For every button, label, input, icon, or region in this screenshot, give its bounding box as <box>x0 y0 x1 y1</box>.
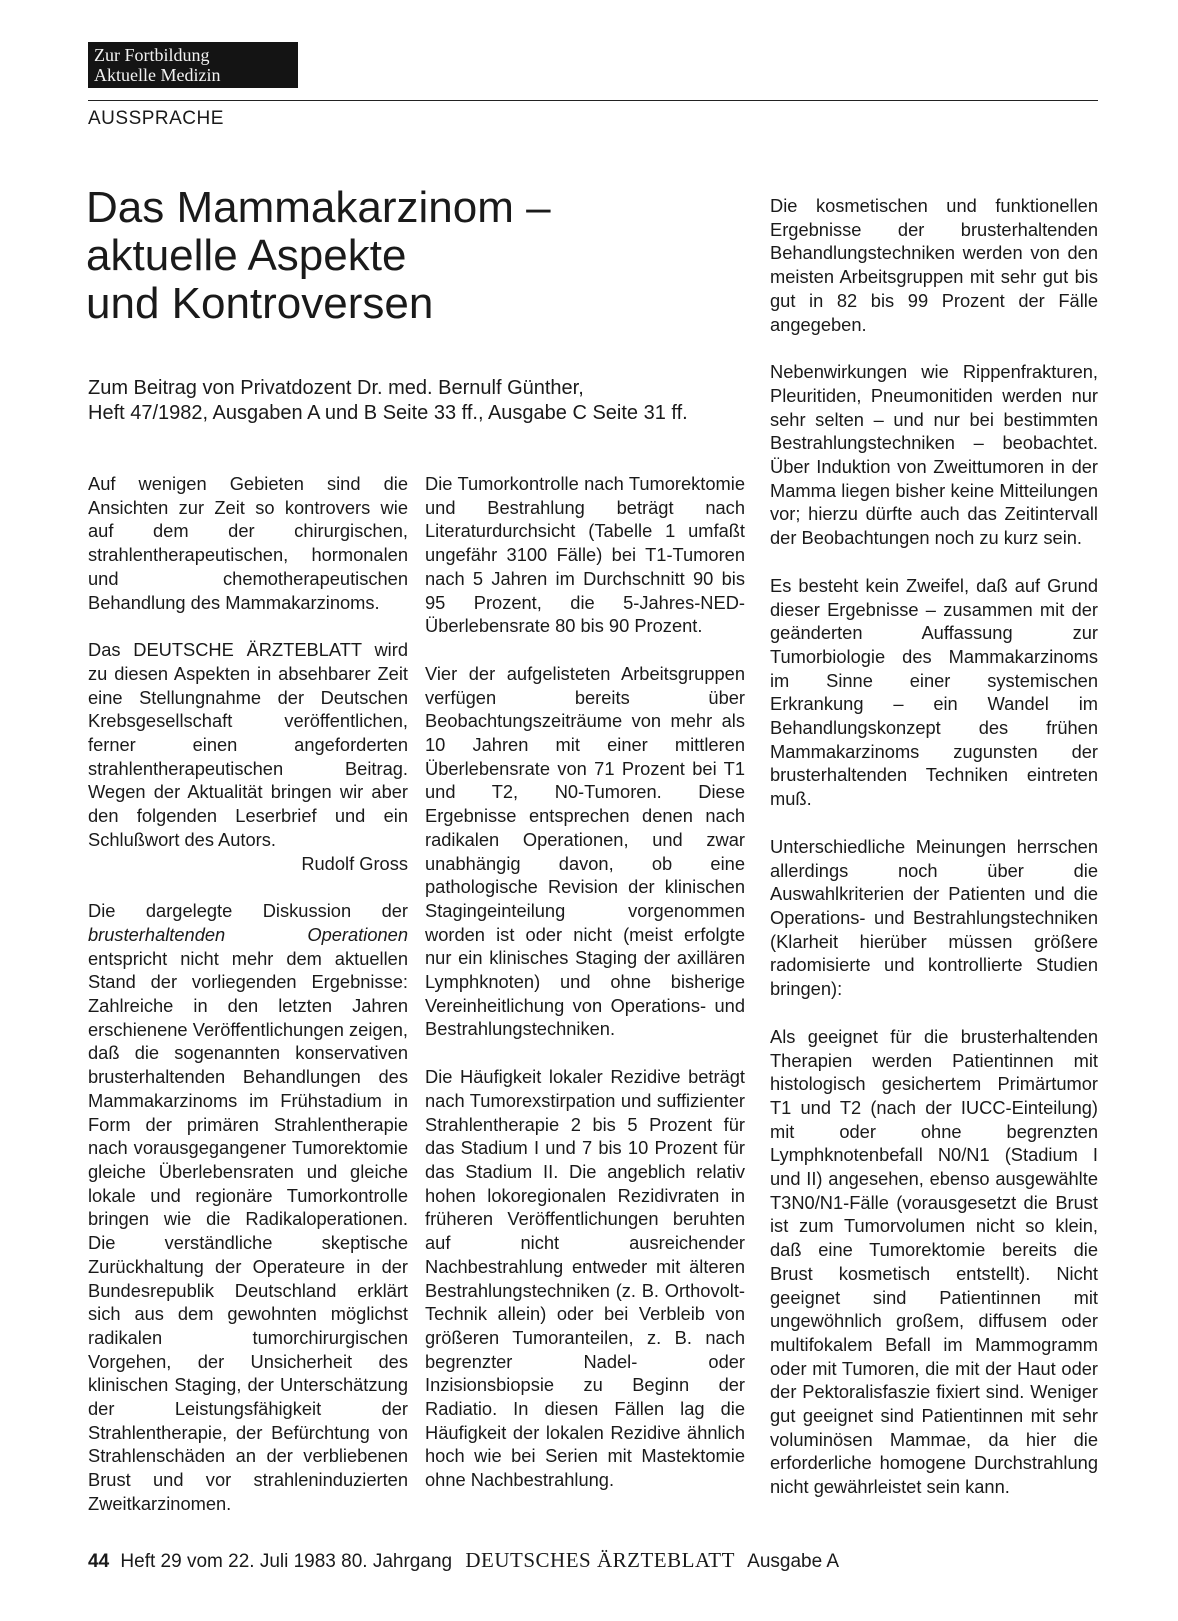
page-number: 44 <box>88 1551 110 1572</box>
author-signature: Rudolf Gross <box>301 852 408 874</box>
text-column-3 <box>770 194 1098 1523</box>
paragraph: Auf wenigen Gebieten sind die Ansichten zur Zeit so kontrovers wie auf dem der chirurgischen, strahlentherapeutischen, hormonalen und chemotherapeutischen Behandlung des Mammakarzinoms. <box>88 473 408 613</box>
paragraph: Unterschiedliche Meinungen herrschen allerdings noch über die Auswahlkriterien der Patienten und die Operations- und Bestrahlungstechniken (Klarheit hierüber müssen größere radomisierte und kontrollierte Studien bringen): <box>770 835 1098 1000</box>
badge-line-1: Zur Fortbildung <box>94 45 210 65</box>
paragraph: Die dargelegte Diskussion der brusterhaltenden Operationen entspricht nicht mehr dem aktuellen Stand der vorliegenden Ergebnisse: Zahlreiche in den letzten Jahren erschienene Veröffentlichungen zeigen, daß die sogenannten konservativen brusterhaltenden Behandlungen des Mammakarzinoms im Frühstadium in Form der primären Strahlentherapie nach vorausgegangener Tumorektomie gleiche Überlebensraten und gleiche lokale und regionäre Tumorkontrolle bringen wie die Radikaloperationen. Die verständliche skeptische Zurückhaltung der Operateure in der Bundesrepublik Deutschland erklärt sich aus dem gewohnten möglichst radikalen tumorchirurgischen Vorgehen, der Unsicherheit des klinischen Staging, der Unterschätzung der Leistungsfähigkeit der Strahlentherapie, der Befürchtung von Strahlenschäden an der verbliebenen Brust und vor strahleninduzierten Zweitkarzinomen. <box>88 900 408 1514</box>
paragraph: Die Häufigkeit lokaler Rezidive beträgt nach Tumorexstirpation und suffizienter Strahlentherapie 2 bis 5 Prozent für das Stadium I und 7 bis 10 Prozent für das Stadium II. Die angeblich relativ hohen lokoregionalen Rezidivraten in früheren Veröffentlichungen beruhten auf nicht ausreichender Nachbestrahlung entweder mit älteren Bestrahlungstechniken (z. B. Orthovolt-Technik allein) oder bei Verbleib von größeren Tumoranteilen, z. B. nach begrenzter Nadel- oder Inzisionsbiopsie zu Beginn der Radiatio. In diesen Fällen lag die Häufigkeit der lokalen Rezidive ähnlich hoch wie bei Serien mit Mastektomie ohne Nachbestrahlung. <box>425 1066 745 1491</box>
paragraph-text: Das DEUTSCHE ÄRZTEBLATT wird zu diesen Aspekten in absehbarer Zeit eine Stellungnahme der Deutschen Krebsgesellschaft veröffentlichen, ferner einen angeforderten strahlentherapeutischen Beitrag. Wegen der Aktualität bringen wir aber den folgenden Leserbrief und ein Schlußwort des Autors. <box>88 639 408 850</box>
reference-line: Heft 47/1982, Ausgaben A und B Seite 33 ff., Ausgabe C Seite 31 ff. <box>88 402 688 424</box>
page-footer <box>88 1548 839 1573</box>
section-badge <box>88 42 298 88</box>
reference-line: Zum Beitrag von Privatdozent Dr. med. Bernulf Günther, <box>88 377 584 399</box>
paragraph: Es besteht kein Zweifel, daß auf Grund dieser Ergebnisse – zusammen mit der geänderten Auffassung zur Tumorbiologie des Mammakarzinoms im Sinne einer systemischen Erkrankung – ein Wandel im Behandlungskonzept des frühen Mammakarzinoms zugunsten der brusterhaltenden Techniken eintreten muß. <box>770 574 1098 810</box>
title-line: Das Mammakarzinom – <box>86 183 551 232</box>
paragraph <box>88 638 408 875</box>
paragraph: Nebenwirkungen wie Rippenfrakturen, Pleuritiden, Pneumonitiden werden nur sehr selten – und nur bei bestimmten Bestrahlungstechniken – beobachtet. Über Induktion von Zweittumoren in der Mamma liegen bisher keine Mitteilungen vor; hierzu dürfte auch das Zeitintervall der Beobachtungen noch zu kurz sein. <box>770 361 1098 549</box>
header-rule <box>88 100 1098 101</box>
text-column-1 <box>88 472 408 1540</box>
title-line: und Kontroversen <box>86 279 434 328</box>
journal-name: DEUTSCHES ÄRZTEBLATT <box>465 1548 735 1572</box>
article-reference <box>88 376 768 426</box>
edition: Ausgabe A <box>747 1551 840 1572</box>
paragraph: Die kosmetischen und funktionellen Ergebnisse der brusterhaltenden Behandlungstechniken werden von den meisten Arbeitsgruppen mit sehr gut bis gut in 82 bis 99 Prozent der Fälle angegeben. <box>770 195 1098 335</box>
title-line: aktuelle Aspekte <box>86 231 407 280</box>
paragraph: Als geeignet für die brusterhaltenden Therapien werden Patientinnen mit histologisch gesichertem Primärtumor T1 und T2 (nach der IUCC-Einteilung) mit oder ohne begrenzten Lymphknotenbefall N0/N1 (Stadium I und II) angesehen, ebenso ausgewählte T3N0/N1-Fälle (vorausgesetzt die Brust ist zum Tumorvolumen nicht so klein, daß eine Tumorektomie bereits die Brust kosmetisch entstellt). Nicht geeignet sind Patientinnen mit ungewöhnlich großem, diffusem oder multifokalem Befall im Mammogramm oder mit Tumoren, die mit der Haut oder der Pektoralisfaszie fixiert sind. Weniger gut geeignet sind Patientinnen mit sehr voluminösen Mammae, da hier die erforderliche homogene Durchstrahlung nicht gewährleistet sein kann. <box>770 1025 1098 1498</box>
paragraph: Vier der aufgelisteten Arbeitsgruppen verfügen bereits über Beobachtungszeiträume von mehr als 10 Jahren mit einer mittleren Überlebensrate von 71 Prozent bei T1 und T2, N0-Tumoren. Diese Ergebnisse entsprechen denen nach radikalen Operationen, und zwar unabhängig davon, ob eine pathologische Revision der klinischen Stagingeinteilung vorgenommen worden ist oder nicht (meist erfolgte nur ein klinisches Staging der axillären Lymphknoten) und ohne bisherige Vereinheitlichung von Operations- und Bestrahlungstechniken. <box>425 662 745 1040</box>
issue-info: Heft 29 vom 22. Juli 1983 80. Jahrgang <box>120 1551 453 1572</box>
paragraph: Die Tumorkontrolle nach Tumorektomie und Bestrahlung beträgt nach Literaturdurchsicht (Tabelle 1 umfaßt ungefähr 3100 Fälle) bei T1-Tumoren nach 5 Jahren im Durchschnitt 90 bis 95 Prozent, die 5-Jahres-NED-Überlebensrate 80 bis 90 Prozent. <box>425 473 745 637</box>
article-title <box>86 184 706 328</box>
emphasized-text: brusterhaltenden Operationen <box>88 923 408 945</box>
badge-line-2: Aktuelle Medizin <box>94 65 221 85</box>
text-column-2 <box>425 472 745 1516</box>
section-label: AUSSPRACHE <box>88 108 224 129</box>
